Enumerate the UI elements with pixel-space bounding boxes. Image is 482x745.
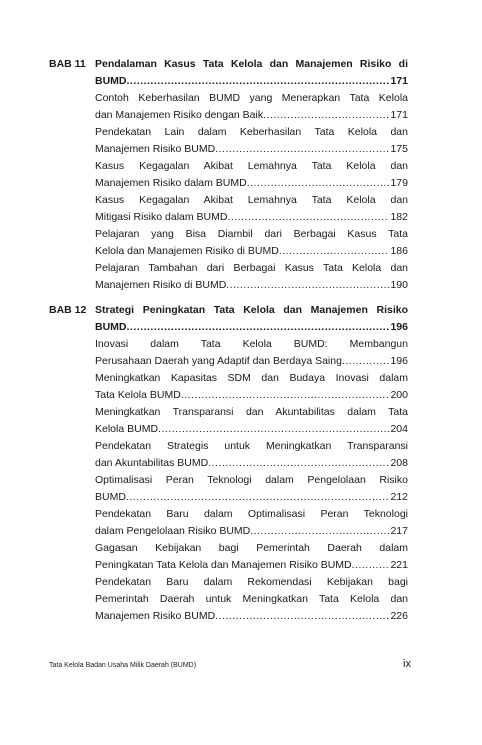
dot-leader [250, 523, 389, 540]
entry-page-number: 208 [390, 457, 408, 469]
toc-entry[interactable] [95, 192, 408, 226]
dot-leader [247, 175, 390, 192]
chapter-title-line2: BUMD [95, 75, 127, 87]
dot-leader [127, 319, 390, 336]
chapter-12 [0, 302, 482, 625]
entry-line3: Manajemen Risiko BUMD [95, 610, 216, 622]
entry-line2: Manajemen Risiko dalam BUMD [95, 177, 247, 189]
entry-page-number: 217 [390, 525, 408, 537]
entry-line1: Meningkatkan Kapasitas SDM dan Budaya Inovasi dalam [95, 372, 408, 384]
entry-line1: Pelajaran Tambahan dari Berbagai Kasus Tata Kelola dan [95, 262, 408, 274]
entry-line1: Pendekatan Lain dalam Keberhasilan Tata Kelola dan [95, 126, 408, 138]
toc-entry[interactable] [95, 226, 408, 260]
entry-line2: Manajemen Risiko di BUMD [95, 279, 227, 291]
dot-leader [215, 141, 389, 158]
toc-entry[interactable] [95, 404, 408, 438]
entry-line2: Tata Kelola BUMD [95, 389, 181, 401]
entry-line2: Kelola BUMD [95, 423, 159, 435]
chapter-title-line1: Strategi Peningkatan Tata Kelola dan Manajemen Risiko [95, 304, 408, 316]
entry-line2: Peningkatan Tata Kelola dan Manajemen Risiko BUMD [95, 559, 352, 571]
toc-entry[interactable] [95, 506, 408, 540]
toc-entry[interactable] [95, 336, 408, 370]
entry-line1: Pendekatan Strategis untuk Meningkatkan Transparansi [95, 440, 408, 452]
chapter-11 [0, 56, 482, 294]
dot-leader [215, 608, 389, 625]
entry-line1: Meningkatkan Transparansi dan Akuntabilitas dalam Tata [95, 406, 408, 418]
dot-leader [279, 243, 390, 260]
entry-line2: Perusahaan Daerah yang Adaptif dan Berdaya Saing [95, 355, 342, 367]
dot-leader [181, 387, 390, 404]
entry-page-number: 221 [390, 559, 408, 571]
entry-page-number: 196 [390, 355, 408, 367]
dot-leader [226, 277, 389, 294]
entry-line2: Mitigasi Risiko dalam BUMD [95, 211, 228, 223]
footer-book-title: Tata Kelola Badan Usaha Milik Daerah (BUMD) [49, 662, 197, 669]
entry-page-number: 182 [390, 211, 408, 223]
entry-line1: Kasus Kegagalan Akibat Lemahnya Tata Kelola dan [95, 194, 408, 206]
chapter-title-entry[interactable] [95, 56, 408, 90]
toc-entry[interactable] [95, 370, 408, 404]
chapter-title-line2: BUMD [95, 321, 127, 333]
chapter-number: BAB 12 [49, 304, 87, 316]
entry-line2: Pemerintah Daerah untuk Meningkatkan Tata Kelola dan [95, 593, 408, 605]
dot-leader [263, 107, 389, 124]
toc-entry[interactable] [95, 260, 408, 294]
toc-entry[interactable] [95, 158, 408, 192]
entry-line1: Pendekatan Baru dalam Optimalisasi Peran Teknologi [95, 508, 408, 520]
entry-line2: Manajemen Risiko BUMD [95, 143, 216, 155]
dot-leader [158, 421, 389, 438]
entry-line2: BUMD [95, 491, 126, 503]
entry-page-number: 171 [390, 109, 408, 121]
entry-line1: Optimalisasi Peran Teknologi dalam Pengelolaan Risiko [95, 474, 408, 486]
table-of-contents [0, 56, 482, 633]
entry-line2: dalam Pengelolaan Risiko BUMD [95, 525, 251, 537]
entry-line2: dan Akuntabilitas BUMD [95, 457, 209, 469]
toc-entry[interactable] [95, 438, 408, 472]
entry-line2: dan Manajemen Risiko dengan Baik [95, 109, 264, 121]
page-footer [49, 658, 411, 670]
entry-line1: Gagasan Kebijakan bagi Pemerintah Daerah dalam [95, 542, 408, 554]
dot-leader [227, 209, 389, 226]
chapter-page-number: 196 [390, 321, 408, 333]
entry-line1: Pendekatan Baru dalam Rekomendasi Kebijakan bagi [95, 576, 408, 588]
entry-line1: Kasus Kegagalan Akibat Lemahnya Tata Kelola dan [95, 160, 408, 172]
footer-page-number: ix [403, 658, 411, 670]
entry-page-number: 190 [390, 279, 408, 291]
entry-page-number: 179 [390, 177, 408, 189]
toc-entry[interactable] [95, 472, 408, 506]
dot-leader [342, 353, 390, 370]
toc-entry[interactable] [95, 124, 408, 158]
entry-page-number: 212 [390, 491, 408, 503]
entry-page-number: 204 [390, 423, 408, 435]
chapter-number: BAB 11 [49, 58, 86, 70]
entry-line1: Inovasi dalam Tata Kelola BUMD: Membangun [95, 338, 408, 350]
chapter-title-entry[interactable] [95, 302, 408, 336]
entry-page-number: 226 [390, 610, 408, 622]
toc-entry[interactable] [95, 574, 408, 625]
chapter-title-line1: Pendalaman Kasus Tata Kelola dan Manajemen Risiko di [95, 58, 408, 70]
entry-line1: Contoh Keberhasilan BUMD yang Menerapkan Tata Kelola [95, 92, 408, 104]
toc-entry[interactable] [95, 90, 408, 124]
entry-page-number: 186 [390, 245, 408, 257]
entry-page-number: 175 [390, 143, 408, 155]
entry-line2: Kelola dan Manajemen Risiko di BUMD [95, 245, 279, 257]
dot-leader [208, 455, 389, 472]
dot-leader [127, 73, 390, 90]
dot-leader [126, 489, 390, 506]
entry-page-number: 200 [390, 389, 408, 401]
dot-leader [352, 557, 390, 574]
chapter-page-number: 171 [390, 75, 408, 87]
entry-line1: Pelajaran yang Bisa Diambil dari Berbagai Kasus Tata [95, 228, 408, 240]
toc-entry[interactable] [95, 540, 408, 574]
